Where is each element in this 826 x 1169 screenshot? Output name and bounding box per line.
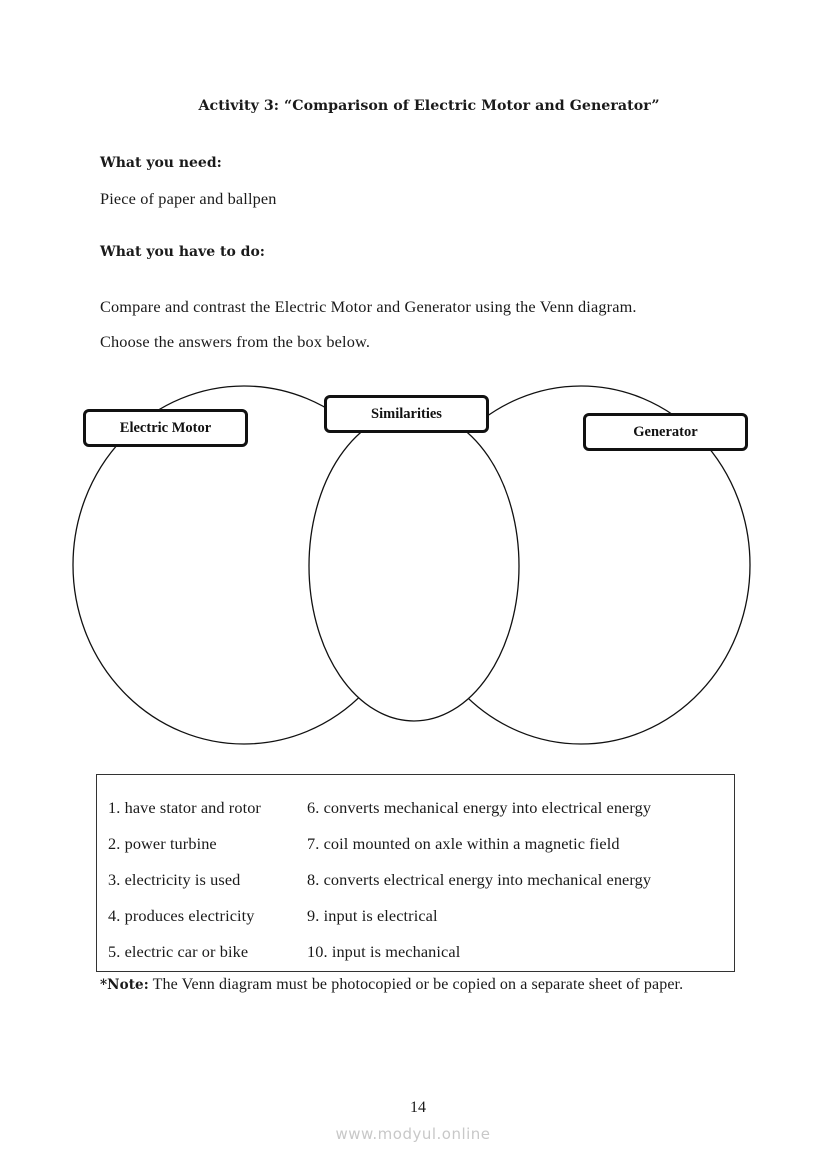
- what-you-need-text: Piece of paper and ballpen: [100, 189, 277, 208]
- answer-choices-box: [96, 774, 735, 972]
- note-text: The Venn diagram must be photocopied or be copied on a separate sheet of paper.: [148, 976, 684, 993]
- answer-item-2: 2. power turbine: [108, 834, 217, 853]
- answer-item-3: 3. electricity is used: [108, 870, 241, 889]
- note: [100, 975, 732, 995]
- answer-item-4: 4. produces electricity: [108, 906, 255, 925]
- answer-item-6: 6. converts mechanical energy into electrical energy: [307, 798, 652, 817]
- similarities-ellipse: [309, 411, 519, 721]
- similarities-label: Similarities: [324, 395, 489, 433]
- answer-item-1: 1. have stator and rotor: [108, 798, 261, 817]
- page-number: 14: [410, 1099, 426, 1116]
- watermark: www.modyul.online: [335, 1125, 491, 1143]
- what-you-have-to-do-heading: What you have to do:: [100, 244, 265, 260]
- answer-item-10: 10. input is mechanical: [307, 942, 461, 961]
- answer-item-5: 5. electric car or bike: [108, 942, 249, 961]
- electric-motor-label: Electric Motor: [83, 409, 248, 447]
- answer-item-8: 8. converts electrical energy into mechanical energy: [307, 870, 652, 889]
- note-label: *Note:: [100, 977, 149, 993]
- what-you-need-heading: What you need:: [100, 155, 222, 171]
- generator-label: Generator: [583, 413, 748, 451]
- answer-item-7: 7. coil mounted on axle within a magnetic field: [307, 834, 620, 853]
- activity-title: Activity 3: “Comparison of Electric Motor and Generator”: [198, 98, 660, 114]
- instruction-compare: Compare and contrast the Electric Motor and Generator using the Venn diagram.: [100, 297, 637, 316]
- instruction-choose: Choose the answers from the box below.: [100, 332, 371, 351]
- answer-item-9: 9. input is electrical: [307, 906, 438, 925]
